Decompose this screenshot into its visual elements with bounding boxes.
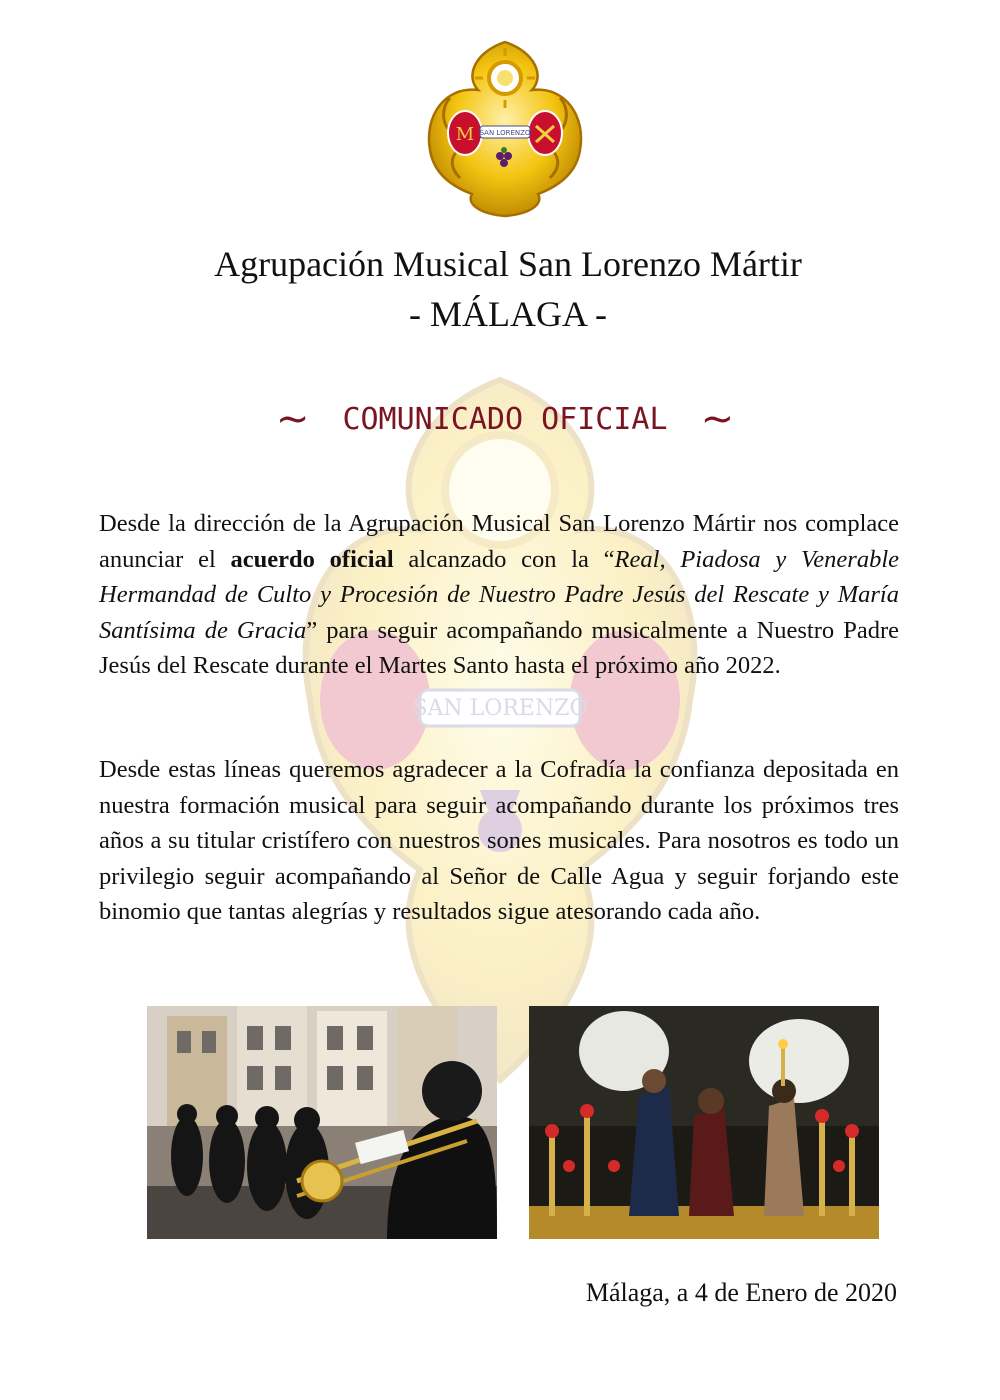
crest-logo-icon	[420, 38, 590, 218]
svg-text:M: M	[455, 124, 475, 145]
right-ornament: ~	[700, 396, 735, 442]
p1-italic-brotherhood: Real, Piadosa y Venerable Hermandad de Culto y Procesión de Nuestro Padre Jesús del Rescate y María Santísima de Gracia	[99, 545, 899, 644]
p1-text-3: ” para seguir acompañando musicalmente a Nuestro Padre Jesús del Rescate durante el Martes Santo hasta el próximo año 2022.	[99, 616, 899, 679]
document-heading	[0, 396, 1000, 442]
organization-city: - MÁLAGA -	[409, 294, 607, 334]
p1-text-2: alcanzado con la “	[393, 545, 615, 573]
crest-ribbon-text: SAN LORENZO	[479, 129, 531, 137]
svg-text:SAN LORENZO: SAN LORENZO	[412, 696, 588, 721]
procession-throne-photo	[529, 1006, 879, 1239]
p1-bold-agreement: acuerdo oficial	[230, 545, 394, 573]
left-ornament: ~	[275, 396, 310, 442]
paragraph-thanks: Desde estas líneas queremos agradecer a la Cofradía la confianza depositada en nuestra formación musical para seguir acompañando durante los próximos tres años a su titular cristífero con nuestros sones musicales. Para nosotros es todo un privilegio seguir acompañando al Señor de Calle Agua y seguir forjando este binomio que tantas alegrías y resultados sigue atesorando cada año.	[99, 756, 899, 925]
dateline: Málaga, a 4 de Enero de 2020	[585, 1278, 897, 1307]
band-trombone-photo	[147, 1006, 497, 1239]
organization-name: Agrupación Musical San Lorenzo Mártir	[214, 244, 802, 284]
p1-text-1: Desde la dirección de la Agrupación Musical San Lorenzo Mártir nos complace anunciar el	[99, 510, 899, 573]
crest-watermark-icon	[280, 370, 720, 1090]
paragraph-announcement	[99, 506, 899, 684]
heading-title: COMUNICADO OFICIAL	[342, 401, 668, 437]
